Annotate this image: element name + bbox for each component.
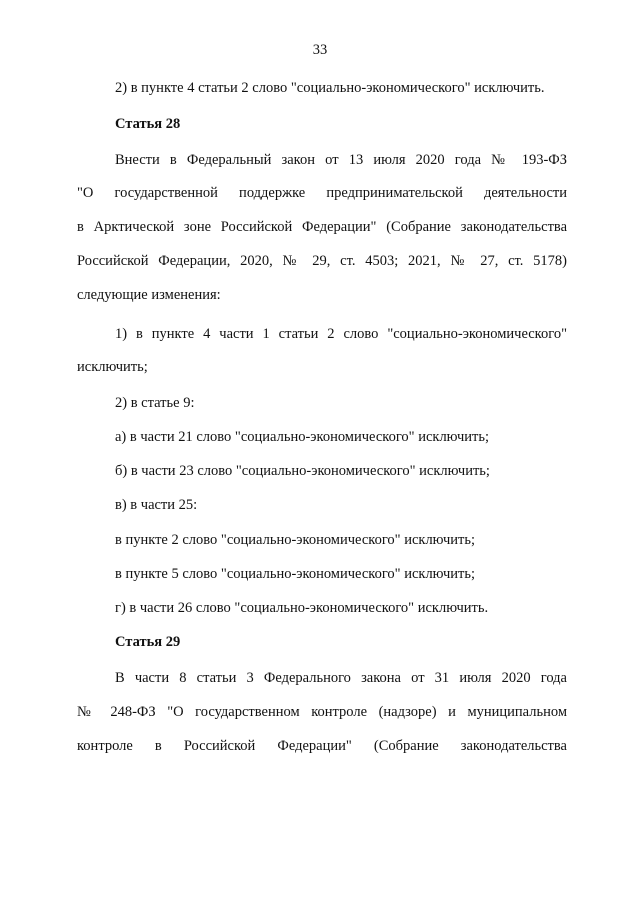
amendment-item-2b: б) в части 23 слово "социально-экономического" исключить; [115,463,490,479]
amendment-line-2: 2) в пункте 4 статьи 2 слово "социально-экономического" исключить. [115,80,545,96]
amendment-item-2d: г) в части 26 слово "социально-экономического" исключить. [115,600,489,616]
page-number: 33 [312,42,328,58]
amendment-item-2c-point-2: в пункте 2 слово "социально-экономического" исключить; [115,532,475,548]
article-28-intro-line-3: в Арктической зоне Российской Федерации" (Собрание законодательства [77,219,567,235]
amendment-item-2a: а) в части 21 слово "социально-экономического" исключить; [115,429,489,445]
article-29-line-3: контроле в Российской Федерации" (Собрание законодательства [77,738,567,754]
amendment-item-2c-point-5: в пункте 5 слово "социально-экономического" исключить; [115,566,475,582]
amendment-item-1-line-1: 1) в пункте 4 части 1 статьи 2 слово "социально-экономического" [115,326,567,342]
article-28-heading: Статья 28 [115,116,181,132]
amendment-item-1-line-2: исключить; [77,359,148,375]
article-29-heading: Статья 29 [115,634,181,650]
amendment-item-2: 2) в статье 9: [115,395,195,411]
article-29-line-1: В части 8 статьи 3 Федерального закона от 31 июля 2020 года [115,670,567,686]
amendment-item-2c: в) в части 25: [115,497,198,513]
article-28-intro-line-5: следующие изменения: [77,287,221,303]
article-28-intro-line-4: Российской Федерации, 2020, № 29, ст. 4503; 2021, № 27, ст. 5178) [77,253,567,269]
article-28-intro-line-1: Внести в Федеральный закон от 13 июля 2020 года № 193-ФЗ [115,152,567,168]
article-29-line-2: № 248-ФЗ "О государственном контроле (надзоре) и муниципальном [77,704,567,720]
article-28-intro-line-2: "О государственной поддержке предпринимательской деятельности [77,185,567,201]
